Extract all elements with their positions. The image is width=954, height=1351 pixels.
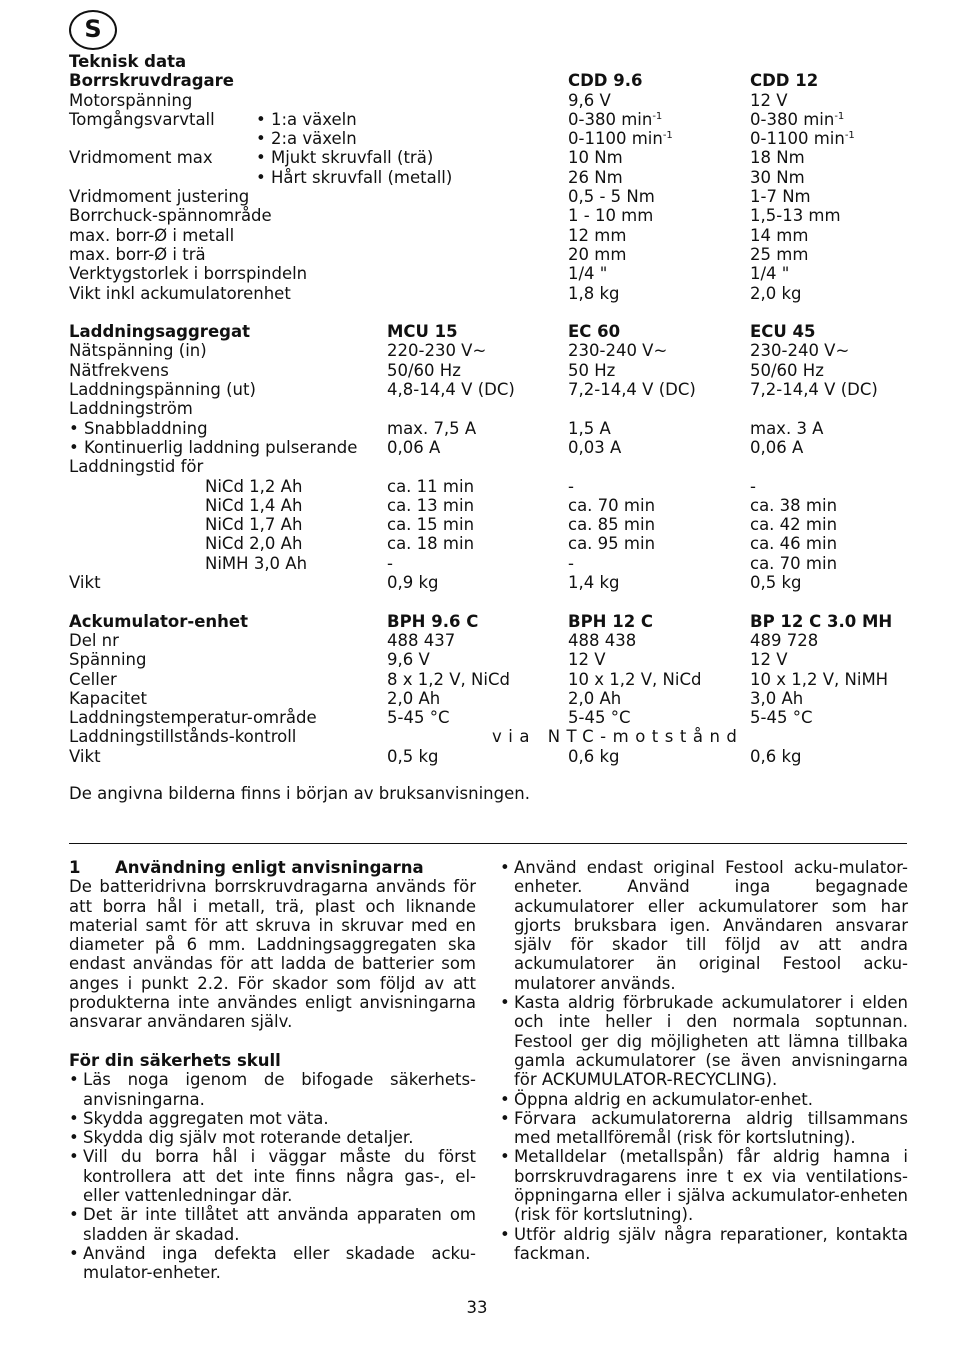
spec-value: 7,2-14,4 V (DC) (568, 380, 696, 400)
spec-label: max. borr-Ø i trä (69, 244, 206, 264)
spec-value: 1,5-13 mm (750, 206, 841, 226)
spec-value: 26 Nm (568, 167, 623, 187)
spec-value: 1/4 " (750, 264, 790, 284)
spec-value: 2,0 Ah (568, 688, 622, 708)
spec-value: 25 mm (750, 244, 809, 264)
spec-value: 9,6 V (387, 650, 430, 670)
spec-value: - (568, 553, 574, 573)
right-column (500, 858, 908, 1263)
spec-value: 7,2-14,4 V (DC) (750, 380, 878, 400)
spec-value: 5-45 °C (387, 708, 450, 728)
spec-value: max. 3 A (750, 418, 824, 438)
spec-value: 1,4 kg (568, 573, 620, 593)
spec-value: 488 438 (568, 630, 637, 650)
spec-value: 0,06 A (750, 437, 804, 457)
spec-value: 1/4 " (568, 264, 608, 284)
spec-value: ca. 18 min (387, 534, 475, 554)
spec-value: 0,6 kg (750, 746, 802, 766)
spec-value: - (387, 553, 393, 573)
spec-label: Verktygstorlek i borrspindeln (69, 264, 308, 284)
list-item: • Läs noga igenom de bifogade säkerhets-anvisningarna. (69, 1070, 476, 1109)
spec-label: Nätspänning (in) (69, 341, 207, 361)
drill-model: CDD 12 (750, 71, 819, 91)
spec-value: 1 - 10 mm (568, 206, 654, 226)
spec-value: 50 Hz (568, 360, 616, 380)
spec-label: Borrchuck-spännområde (69, 206, 272, 226)
spec-label: Nätfrekvens (69, 360, 169, 380)
spec-label: • Kontinuerlig laddning pulserande (69, 437, 358, 457)
section-body: De batteridrivna borrskruvdragarna används för att borra hål i metall, trä, plast och liknande material samt för att skruva in skruvar med en diameter på 6 mm. Laddningsaggregaten ska endast användas för att ladda de batterier som anges i punkt 2.2. För skador som följd av att produkterna inte användes enligt anvisningarna ansvarar användaren själv. (69, 877, 476, 1032)
spec-label: Laddningspänning (ut) (69, 380, 256, 400)
section-divider (69, 843, 907, 844)
spec-value: 230-240 V~ (750, 341, 850, 361)
spec-value: ca. 70 min (568, 495, 656, 515)
spec-value: 5-45 °C (568, 708, 631, 728)
spec-value: 5-45 °C (750, 708, 813, 728)
spec-value: 0,5 kg (387, 746, 439, 766)
spec-value: ca. 13 min (387, 495, 475, 515)
spec-value: 10 x 1,2 V, NiMH (750, 669, 889, 689)
spec-value: 50/60 Hz (387, 360, 461, 380)
spec-value: ca. 46 min (750, 534, 838, 554)
spec-label: • Snabbladdning (69, 418, 208, 438)
battery-model: BPH 12 C (568, 611, 654, 631)
spec-value: ca. 11 min (387, 476, 475, 496)
spec-sublabel: NiCd 1,2 Ah (205, 476, 303, 496)
list-item: • Kasta aldrig förbrukade ackumulatorer i elden och inte heller i den normala soptunnan. Festool ger dig möjligheten att lämna tillbaka gamla ackumulatorer (se även anvisningarna för ACKUMULATOR-RECYCLING). (500, 993, 908, 1089)
list-item: • Det är inte tillåtet att använda apparaten om sladden är skadad. (69, 1205, 476, 1244)
spec-value: 1,5 A (568, 418, 611, 438)
spec-value: 0-380 $\min^{-1}$ (568, 109, 663, 129)
spec-value: 2,0 Ah (387, 688, 441, 708)
spec-sublabel: • 2:a växeln (256, 129, 357, 149)
spec-value: 0,5 kg (750, 573, 802, 593)
battery-model: BPH 9.6 C (387, 611, 479, 631)
page-number: 33 (466, 1298, 488, 1317)
spec-value: ca. 85 min (568, 515, 656, 535)
spec-value: 0,03 A (568, 437, 622, 457)
list-item: • Vill du borra hål i väggar måste du först kontrollera att det inte finns några gas-, el- eller vattenledningar där. (69, 1147, 476, 1205)
spec-value: 0-1100 $\min^{-1}$ (568, 129, 673, 149)
spec-value: 2,0 kg (750, 283, 802, 303)
spec-label: Spänning (69, 650, 147, 670)
spec-sublabel: • 1:a växeln (256, 109, 357, 129)
spec-value: 12 V (750, 650, 788, 670)
list-item: • Öppna aldrig en ackumulator-enhet. (500, 1090, 908, 1109)
charger-model: MCU 15 (387, 322, 458, 342)
spec-label: Del nr (69, 630, 119, 650)
spec-value: ca. 42 min (750, 515, 838, 535)
technical-data-table (69, 52, 929, 766)
list-item: • Metalldelar (metallspån) får aldrig hamna i borrskruvdragarens inre t ex via ventilations-öppningarna eller i själva ackumulator-enheten (risk för kortslutning). (500, 1147, 908, 1224)
spec-value: 12 V (568, 650, 606, 670)
spec-value: 18 Nm (750, 148, 805, 168)
spec-value: 0,5 - 5 Nm (568, 187, 655, 207)
spec-value: ca. 70 min (750, 553, 838, 573)
spec-sublabel: NiCd 1,4 Ah (205, 495, 303, 515)
tech-title: Teknisk data (69, 52, 187, 71)
spec-sublabel: • Hårt skruvfall (metall) (256, 167, 453, 187)
list-item: • Förvara ackumulatorerna aldrig tillsammans med metallföremål (risk för kortslutning). (500, 1109, 908, 1148)
spec-value: 30 Nm (750, 167, 805, 187)
spec-value: 1-7 Nm (750, 187, 811, 207)
spec-value: 10 Nm (568, 148, 623, 168)
spec-value: ca. 38 min (750, 495, 838, 515)
spec-value: 4,8-14,4 V (DC) (387, 380, 515, 400)
spec-sublabel: NiCd 1,7 Ah (205, 515, 303, 535)
spec-sublabel: NiCd 2,0 Ah (205, 534, 303, 554)
charger-model: ECU 45 (750, 322, 816, 342)
spec-label: Laddningstid för (69, 457, 204, 477)
spec-label: Laddningstillstånds-kontroll (69, 727, 297, 747)
spec-label: Vikt (69, 573, 101, 593)
list-item: • Utför aldrig själv några reparationer, kontakta fackman. (500, 1225, 908, 1264)
spec-value: 12 V (750, 90, 788, 110)
spec-label: Celler (69, 669, 117, 689)
list-item: • Skydda aggregaten mot väta. (69, 1109, 476, 1128)
list-item: • Använd inga defekta eller skadade acku-mulator-enheter. (69, 1244, 476, 1283)
list-item: • Skydda dig själv mot roterande detaljer. (69, 1128, 476, 1147)
spec-label: Vridmoment max (69, 148, 213, 168)
spec-value: 220-230 V~ (387, 341, 487, 361)
list-item: • Använd endast original Festool acku-mulator-enheter. Använd inga begagnade ackumulatorer eller ackumulatorer som har gjorts bruksbara igen. Användaren ansvarar själv för skador till följd av att andra ackumulatorer än original Festool acku-mulatorer används. (500, 858, 908, 993)
battery-heading: Ackumulator-enhet (69, 611, 248, 631)
battery-model: BP 12 C 3.0 MH (750, 611, 893, 631)
spec-value: 10 x 1,2 V, NiCd (568, 669, 702, 689)
safety-heading: För din säkerhets skull (69, 1050, 281, 1070)
images-note: De angivna bilderna finns i början av bruksanvisningen. (69, 784, 530, 803)
spec-label: Laddningström (69, 399, 193, 419)
spec-label: Vikt (69, 746, 101, 766)
section-heading: 1 Användning enligt anvisningarna (69, 858, 424, 877)
spec-label: max. borr-Ø i metall (69, 225, 235, 245)
spec-value: 0-1100 $\min^{-1}$ (750, 129, 855, 149)
spec-label: Motorspänning (69, 90, 193, 110)
safety-list-continued (500, 858, 908, 1263)
language-badge: S (69, 10, 117, 50)
spec-value: 0,6 kg (568, 746, 620, 766)
left-column (69, 858, 476, 1283)
spec-value: ca. 95 min (568, 534, 656, 554)
spec-value: 1,8 kg (568, 283, 620, 303)
spec-value: 8 x 1,2 V, NiCd (387, 669, 510, 689)
spec-value: 50/60 Hz (750, 360, 824, 380)
spec-value: - (750, 476, 756, 496)
drill-model: CDD 9.6 (568, 71, 643, 91)
spec-sublabel: • Mjukt skruvfall (trä) (256, 148, 434, 168)
charger-heading: Laddningsaggregat (69, 322, 250, 342)
spec-value: max. 7,5 A (387, 418, 477, 438)
spec-label: Vikt inkl ackumulatorenhet (69, 283, 291, 303)
drill-heading: Borrskruvdragare (69, 71, 234, 91)
spec-label: Tomgångsvarvtall (69, 109, 215, 129)
spec-value: 3,0 Ah (750, 688, 804, 708)
spec-value: - (568, 476, 574, 496)
spec-value: 0,06 A (387, 437, 441, 457)
spec-label: Vridmoment justering (69, 187, 250, 207)
spec-value: via NTC-motstånd (492, 727, 744, 747)
spec-value: 0-380 $\min^{-1}$ (750, 109, 845, 129)
spec-label: Laddningstemperatur-område (69, 708, 317, 728)
spec-value: 488 437 (387, 630, 456, 650)
spec-value: 20 mm (568, 244, 627, 264)
safety-list (69, 1070, 476, 1282)
spec-value: 14 mm (750, 225, 809, 245)
spec-value: 12 mm (568, 225, 627, 245)
spec-sublabel: NiMH 3,0 Ah (205, 553, 308, 573)
spec-label: Kapacitet (69, 688, 147, 708)
charger-model: EC 60 (568, 322, 621, 342)
spec-value: ca. 15 min (387, 515, 475, 535)
spec-value: 489 728 (750, 630, 819, 650)
spec-value: 9,6 V (568, 90, 611, 110)
spec-value: 0,9 kg (387, 573, 439, 593)
spec-value: 230-240 V~ (568, 341, 668, 361)
